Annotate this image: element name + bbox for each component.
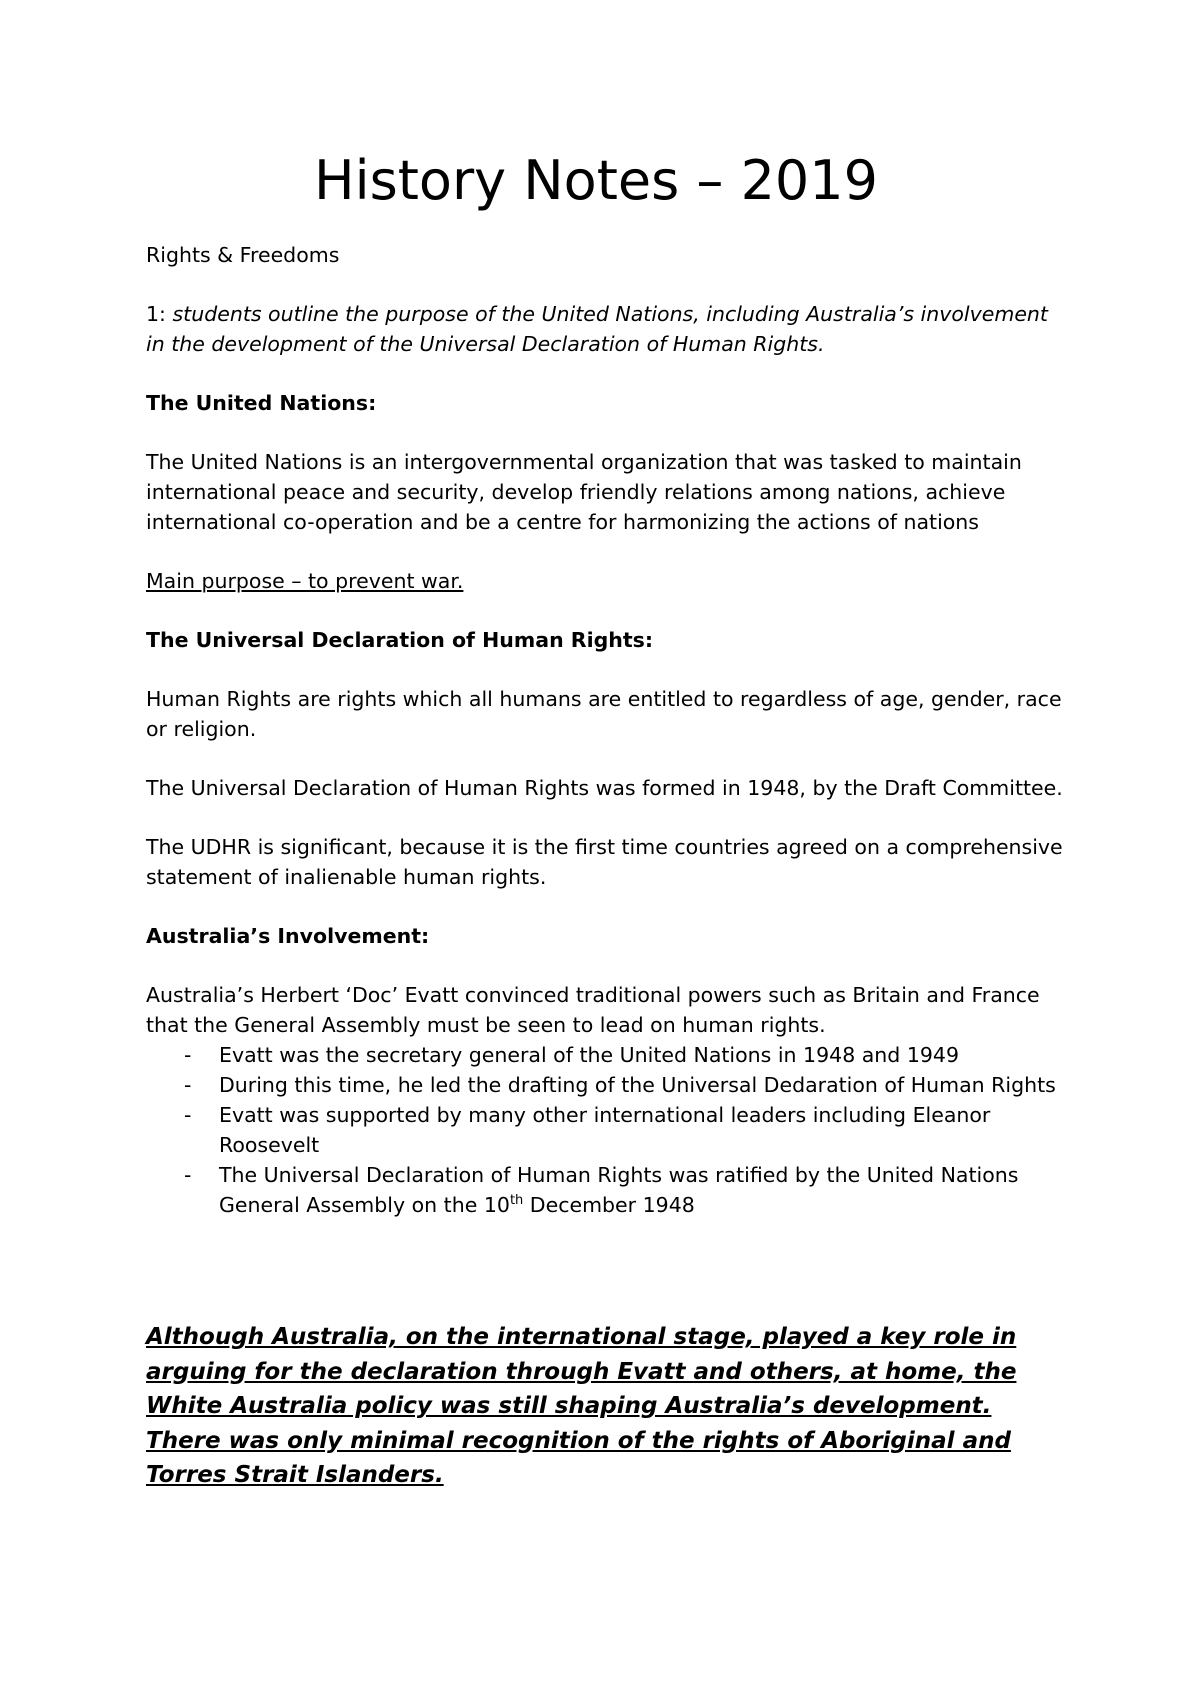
un-paragraph: The United Nations is an intergovernmental organization that was tasked to maintain international peace and security, develop friendly relations among nations, achieve international co-operation and be a centre for harmonizing the actions of nations [146,450,1022,534]
conclusion-paragraph: Although Australia, on the international stage, played a key role in arguing for the declaration through Evatt and others, at home, the White Australia policy was still shaping Australia’s development. There was only minimal recognition of the rights of Aboriginal and Torres Strait Islanders. [146,1324,1017,1488]
list-item-text: Evatt was supported by many other international leaders including Eleanor Roosevelt [219,1103,991,1157]
un-heading: The United Nations: [146,391,377,415]
australia-heading: Australia’s Involvement: [146,924,430,948]
list-item [146,1100,1066,1160]
dash-bullet: - [184,1103,192,1127]
dash-bullet: - [184,1043,192,1067]
list-item-text [219,1163,1018,1217]
page-title: History Notes – 2019 [314,149,878,212]
subject-line: Rights & Freedoms [146,243,340,267]
list-item [146,1040,1066,1070]
outcome-text: students outline the purpose of the United Nations, including Australia’s involvement in the development of the Universal Declaration of Human Rights. [146,302,1048,356]
document-content [146,150,1066,1493]
dash-bullet: - [184,1073,192,1097]
udhr-paragraph-2: The Universal Declaration of Human Rights was formed in 1948, by the Draft Committee. [146,776,1063,800]
ordinal-suffix: th [509,1193,524,1209]
ratified-date-text: December 1948 [523,1193,695,1217]
evatt-bullet-list [146,1040,1066,1220]
list-item-text: During this time, he led the drafting of the Universal Dedaration of Human Rights [219,1073,1056,1097]
udhr-paragraph-1: Human Rights are rights which all humans are entitled to regardless of age, gender, race or religion. [146,687,1062,741]
dash-bullet: - [184,1163,192,1187]
list-item [146,1160,1066,1220]
list-item-text: Evatt was the secretary general of the United Nations in 1948 and 1949 [219,1043,960,1067]
main-purpose: Main purpose – to prevent war. [146,569,464,593]
ratified-text: The Universal Declaration of Human Rights was ratified by the United Nations General Assembly on the 10 [219,1163,1019,1217]
outcome-number: 1: [146,302,166,326]
udhr-paragraph-3: The UDHR is significant, because it is the first time countries agreed on a comprehensive statement of inalienable human rights. [146,835,1063,889]
australia-paragraph: Australia’s Herbert ‘Doc’ Evatt convinced traditional powers such as Britain and France that the General Assembly must be seen to lead on human rights. [146,983,1040,1037]
outcome-statement [146,299,1066,359]
list-item [146,1070,1066,1100]
udhr-heading: The Universal Declaration of Human Rights: [146,628,654,652]
